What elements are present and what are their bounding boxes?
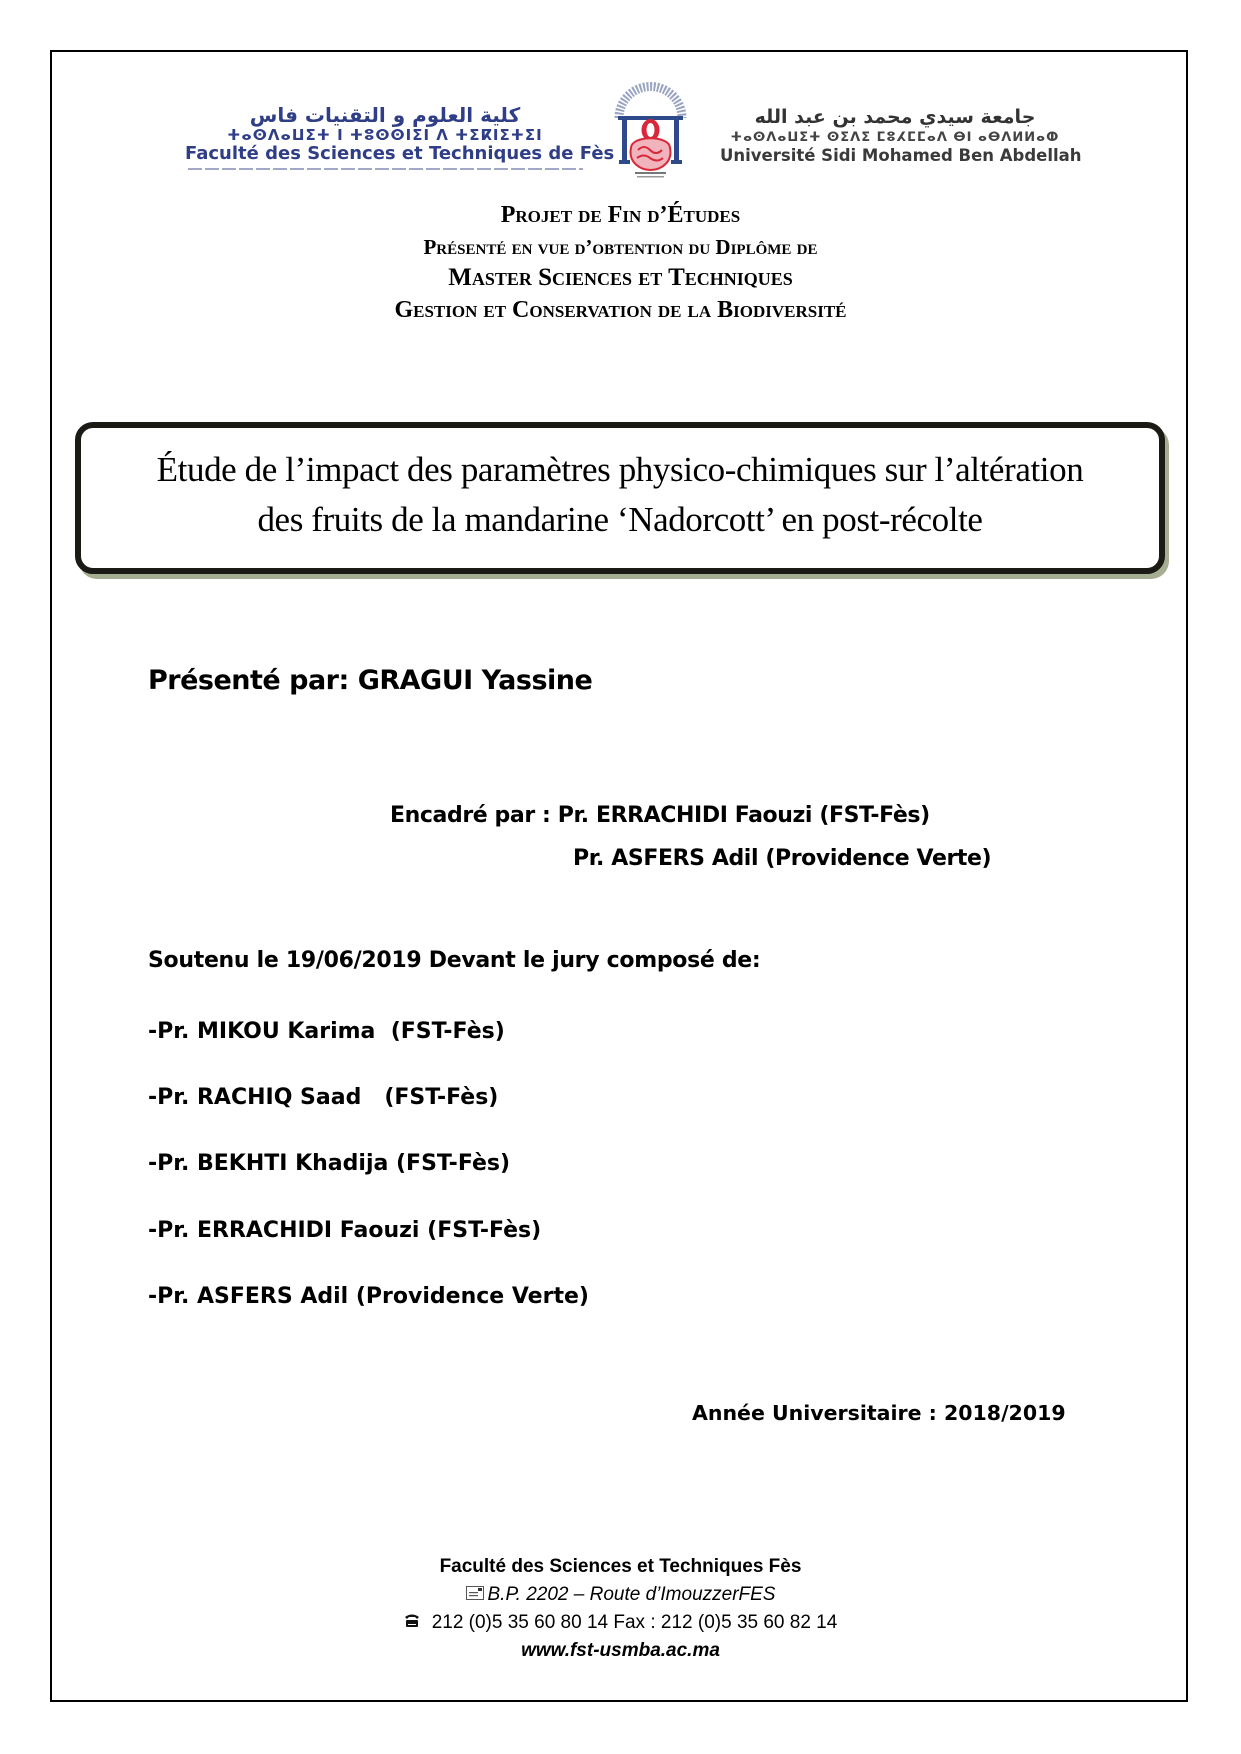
footer-phone-row xyxy=(0,1609,1241,1637)
jury-member: -Pr. ASFERS Adil (Providence Verte) xyxy=(148,1284,589,1309)
specialization: Gestion et Conservation de la Biodiversité xyxy=(394,297,847,323)
mailbox-icon xyxy=(466,1581,484,1609)
document-type: Projet de Fin d’Études xyxy=(500,202,741,228)
footer-website[interactable]: www.fst-usmba.ac.ma xyxy=(521,1640,720,1661)
faculty-name-arabic: كلية العلوم و التقنيات فاس xyxy=(249,103,521,127)
university-name-french: Université Sidi Mohamed Ben Abdellah xyxy=(720,146,1082,165)
thesis-title-line-2: des fruits de la mandarine ‘Nadorcott’ en post-récolte xyxy=(257,500,983,539)
footer-institution: Faculté des Sciences et Techniques Fès xyxy=(439,1556,802,1577)
university-name-arabic: جامعة سيدي محمد بن عبد الله xyxy=(754,106,1036,128)
degree-intro: Présenté en vue d’obtention du Diplôme de xyxy=(423,235,818,259)
footer-address: B.P. 2202 – Route d’ImouzzerFES xyxy=(487,1584,776,1606)
telephone-icon xyxy=(404,1609,420,1637)
faculty-logo xyxy=(185,103,615,170)
presented-by: Présenté par: GRAGUI Yassine xyxy=(148,665,593,696)
jury-member: -Pr. ERRACHIDI Faouzi (FST-Fès) xyxy=(148,1218,542,1243)
footer-phone: 212 (0)5 35 60 80 14 Fax : 212 (0)5 35 60 82 14 xyxy=(431,1612,838,1634)
faculty-name-tifinagh: ⵜⴰⵙⴷⴰⵡⵉⵜ ⵏ ⵜⵓⵙⵙⵏⵉⵏ ⴷ ⵜⵉⴽⵏⵉⵜⵉⵏ xyxy=(227,126,543,144)
jury-member: -Pr. MIKOU Karima (FST-Fès) xyxy=(148,1019,505,1044)
university-emblem-icon xyxy=(613,80,688,180)
thesis-title xyxy=(81,445,1159,545)
defense-statement: Soutenu le 19/06/2019 Devant le jury composé de: xyxy=(148,948,761,973)
jury-member: -Pr. BEKHTI Khadija (FST-Fès) xyxy=(148,1151,511,1176)
supervisor-line-2: Pr. ASFERS Adil (Providence Verte) xyxy=(573,846,992,871)
academic-year: Année Universitaire : 2018/2019 xyxy=(692,1401,1066,1425)
supervisor-line-1: Encadré par : Pr. ERRACHIDI Faouzi (FST-Fès) xyxy=(390,803,930,828)
degree-name: Master Sciences et Techniques xyxy=(448,264,793,291)
footer-address-row xyxy=(0,1581,1241,1609)
thesis-title-box xyxy=(75,422,1165,574)
thesis-title-line-1: Étude de l’impact des paramètres physico-chimiques sur l’altération xyxy=(156,450,1084,489)
faculty-name-french: Faculté des Sciences et Techniques de Fès xyxy=(185,143,615,164)
jury-member: -Pr. RACHIQ Saad (FST-Fès) xyxy=(148,1085,499,1110)
faculty-logo-rule xyxy=(188,168,583,170)
university-logo xyxy=(720,105,1082,166)
university-name-tifinagh: ⵜⴰⵙⴷⴰⵡⵉⵜ ⵙⵉⴷⵉ ⵎⵓⵃⵎⵎⴰⴷ ⴱⵏ ⴰⴱⴷⵍⵍⴰⵀ xyxy=(730,130,1060,145)
